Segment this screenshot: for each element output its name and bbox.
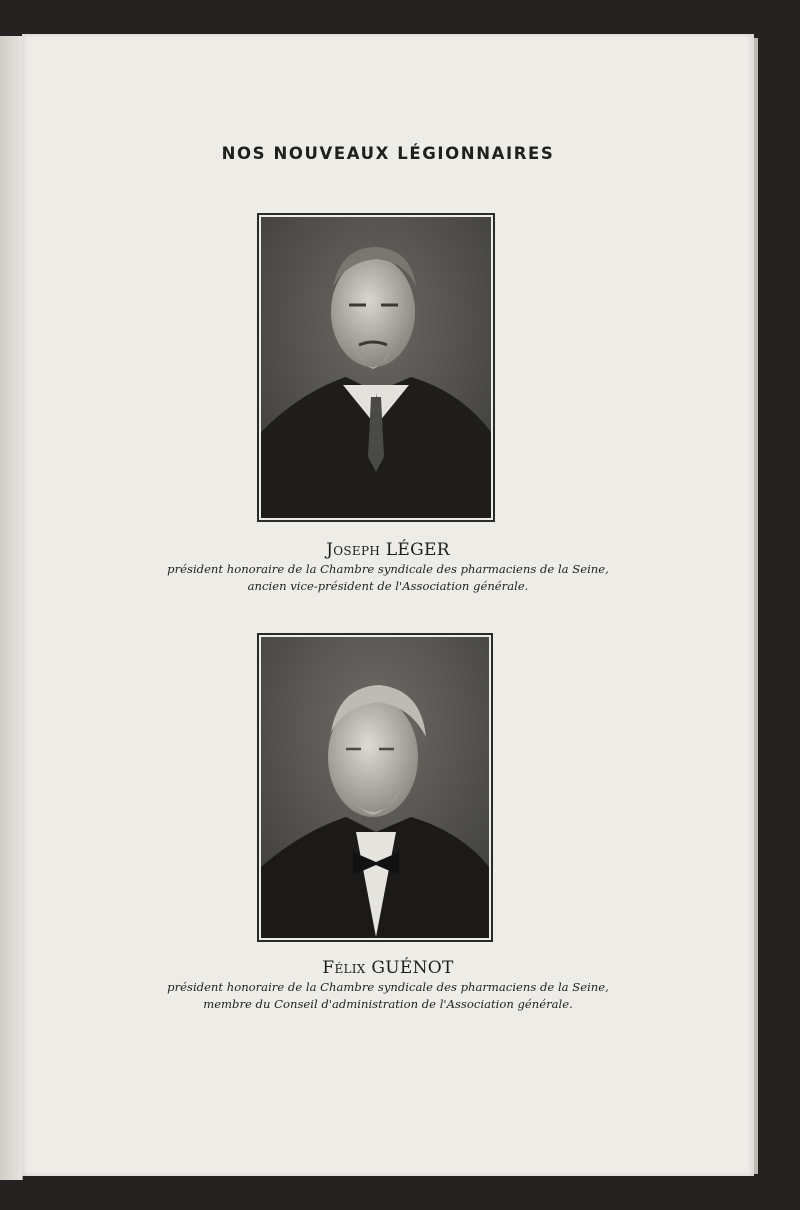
portrait-image-leger <box>261 217 491 518</box>
page-edge-shadow <box>754 38 758 1174</box>
portrait-image-guenot <box>261 637 489 938</box>
given-name: Joseph <box>326 540 381 560</box>
portrait-name-1 <box>22 540 754 560</box>
caption-line: ancien vice-président de l'Association générale. <box>247 579 529 593</box>
caption-line: membre du Conseil d'administration de l'Association générale. <box>203 997 573 1011</box>
facing-page-edge <box>0 36 23 1180</box>
caption-line: président honoraire de la Chambre syndicale des pharmaciens de la Seine, <box>167 562 609 576</box>
page-title: NOS NOUVEAUX LÉGIONNAIRES <box>221 144 555 163</box>
caption-line: président honoraire de la Chambre syndicale des pharmaciens de la Seine, <box>167 980 609 994</box>
given-name: Félix <box>322 958 366 978</box>
portrait-name-2 <box>22 958 754 978</box>
surname: LÉGER <box>385 540 450 560</box>
document-page <box>22 34 754 1176</box>
portrait-caption-2 <box>22 979 754 1013</box>
portrait-photo-1 <box>257 213 495 522</box>
portrait-caption-1 <box>22 561 754 595</box>
surname: GUÉNOT <box>371 958 454 978</box>
portrait-photo-2 <box>257 633 493 942</box>
